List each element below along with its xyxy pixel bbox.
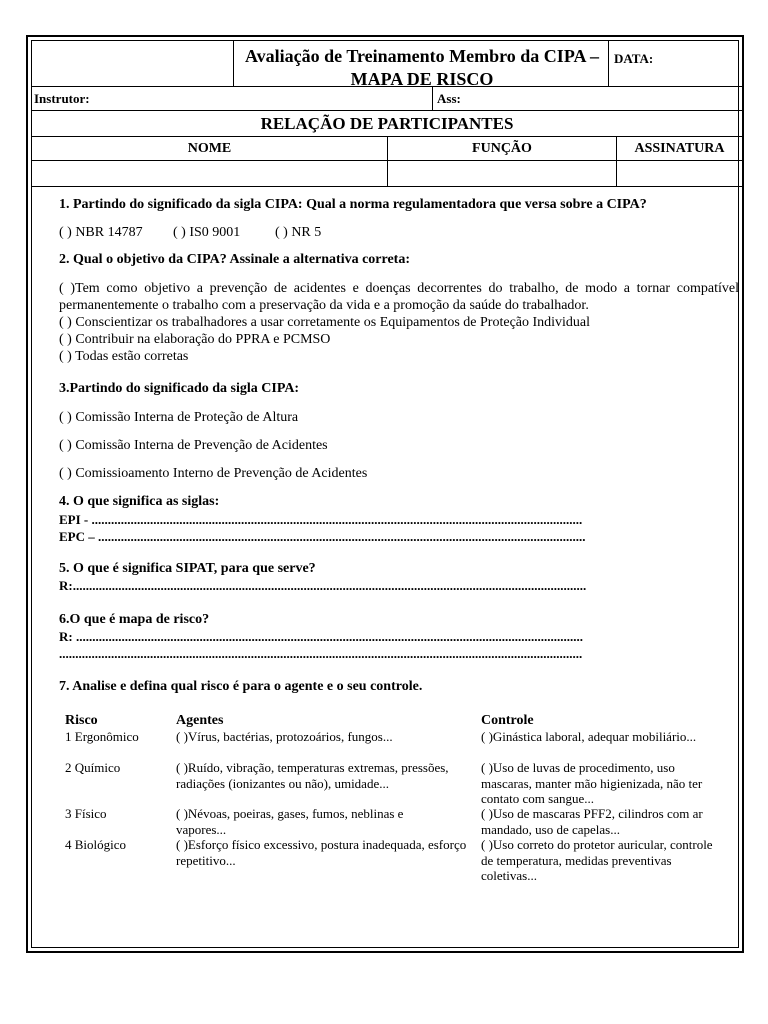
risk-header: Risco	[65, 713, 98, 728]
column-name-header: NOME	[187, 141, 232, 156]
risk-physical: 3 Físico	[65, 806, 107, 821]
header-divider-left	[233, 41, 234, 86]
agents-header: Agentes	[176, 713, 224, 728]
q3-option-2: ( ) Comissão Interna de Prevenção de Acidentes	[59, 438, 328, 453]
header-divider-right	[608, 41, 609, 86]
q1-option-iso: ( ) IS0 9001	[173, 225, 241, 240]
form-title: Avaliação de Treinamento Membro da CIPA – MAPA DE RISCO	[245, 46, 599, 89]
q1-option-nbr: ( ) NBR 14787	[59, 225, 143, 240]
participants-title: RELAÇÃO DE PARTICIPANTES	[260, 114, 514, 133]
epc-answer-line[interactable]: EPC – ......................................................................................................................................................	[59, 529, 586, 544]
control-option-2: ( )Uso de luvas de procedimento, uso mascaras, manter mão higienizada, não ter contato com sangue...	[481, 760, 703, 806]
epi-answer-line[interactable]: EPI - .......................................................................................................................................................	[59, 512, 583, 527]
control-option-1: ( )Ginástica laboral, adequar mobiliário...	[481, 729, 697, 744]
question-4: 4. O que significa as siglas:	[59, 494, 220, 509]
agent-option-1: ( )Vírus, bactérias, protozoários, fungos...	[176, 729, 393, 744]
q3-option-3: ( ) Comissioamento Interno de Prevenção de Acidentes	[59, 466, 368, 481]
q5-answer-line[interactable]: R:..............................................................................................................................................................	[59, 578, 587, 593]
participants-header-line	[32, 160, 742, 161]
participants-bottom-line	[32, 186, 742, 187]
date-label: DATA:	[614, 51, 654, 66]
risk-chemical: 2 Químico	[65, 760, 121, 775]
q1-option-nr5: ( ) NR 5	[275, 225, 322, 240]
form-inner-border	[31, 40, 739, 948]
question-1: 1. Partindo do significado da sigla CIPA: Qual a norma regulamentadora que versa sobre a CIPA?	[59, 197, 647, 212]
q2-option-d: ( ) Todas estão corretas	[59, 349, 189, 364]
signature-label: Ass:	[437, 91, 461, 106]
question-2: 2. Qual o objetivo da CIPA? Assinale a alternativa correta:	[59, 252, 411, 267]
column-function-header: FUNÇÃO	[472, 141, 532, 156]
column-signature-header: ASSINATURA	[634, 141, 725, 156]
q2-option-b: ( ) Conscientizar os trabalhadores a usar corretamente os Equipamentos de Proteção Individual	[59, 315, 591, 330]
risk-ergonomic: 1 Ergonômico	[65, 729, 139, 744]
instructor-bottom-line	[32, 110, 742, 111]
control-option-3: ( )Uso de mascaras PFF2, cilindros com ar mandado, uso de capelas...	[481, 806, 703, 837]
agent-option-2: ( )Ruído, vibração, temperaturas extremas, pressões, radiações (ionizantes ou não), umidade...	[176, 760, 449, 791]
question-5: 5. O que é significa SIPAT, para que serve?	[59, 561, 316, 576]
question-3: 3.Partindo do significado da sigla CIPA:	[59, 381, 300, 396]
control-option-4: ( )Uso correto do protetor auricular, controle de temperatura, medidas preventivas coletivas...	[481, 837, 713, 883]
question-6: 6.O que é mapa de risco?	[59, 612, 210, 627]
q3-option-1: ( ) Comissão Interna de Proteção de Altura	[59, 410, 299, 425]
question-7: 7. Analise e defina qual risco é para o agente e o seu controle.	[59, 679, 423, 694]
q2-option-c: ( ) Contribuir na elaboração do PPRA e PCMSO	[59, 332, 331, 347]
control-header: Controle	[481, 713, 534, 728]
agent-option-4: ( )Esforço físico excessivo, postura inadequada, esforço repetitivo...	[176, 837, 467, 868]
q6-answer-line-2[interactable]: .................................................................................................................................................................	[59, 646, 583, 661]
evaluation-form	[26, 35, 744, 953]
q2-option-a: ( )Tem como objetivo a prevenção de acidentes e doenças decorrentes do trabalho, de modo a tornar compatível permanentemente o trabalho com a preservação da vida e a promoção da saúde do trabalhador.	[59, 281, 739, 313]
instructor-label: Instrutor:	[34, 91, 90, 106]
risk-biological: 4 Biológico	[65, 837, 127, 852]
q6-answer-line-1[interactable]: R: ............................................................................................................................................................	[59, 629, 583, 644]
agent-option-3: ( )Névoas, poeiras, gases, fumos, neblinas e vapores...	[176, 806, 404, 837]
